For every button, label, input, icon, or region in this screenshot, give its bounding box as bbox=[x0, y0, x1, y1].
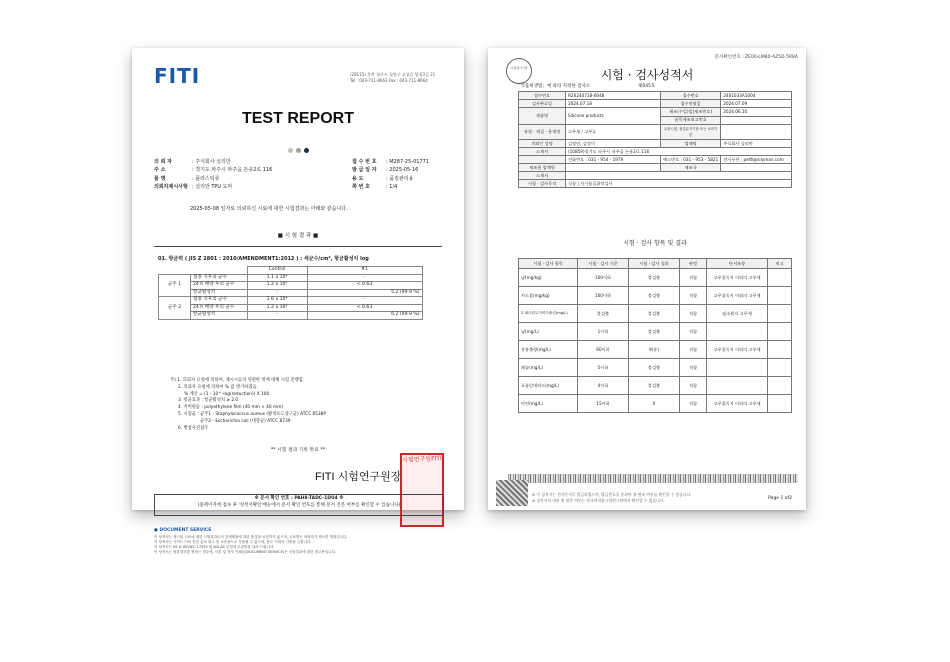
agency-seal: 시험검사기관 bbox=[506, 58, 532, 84]
table-row: 총용출량(mg/L) 60이하 9(유) 적합 고무젖꼭지 이외의 고무제 bbox=[519, 341, 792, 359]
decorative-dots bbox=[288, 138, 312, 157]
table-row: 항균활성치 - 6.2 (99.9 %) bbox=[159, 312, 423, 320]
info-table bbox=[518, 91, 792, 188]
end-line: ** 시험 결과 기록 완료 ** bbox=[270, 448, 326, 453]
lab-signature-name: FITI 시험연구원장 bbox=[315, 471, 402, 483]
table-row: 페놀(mg/L) 5이하 불검출 적합 bbox=[519, 359, 792, 377]
table-row: 전화번호 : 031 - 954 - 1979 팩스번호 : 031 - 953 - 5821 전자우편 : pet6@silyman.com bbox=[519, 156, 792, 164]
table-row: 2-메르캅토이미다졸린(mg/L) 불검출 불검출 적합 염소원자 고무제 bbox=[519, 305, 792, 323]
results-table bbox=[158, 266, 423, 320]
table-row: 의뢰인 성명 김영민, 김상미 업체명 주식회사 실리만 bbox=[519, 140, 792, 148]
table-row: 항균활성치 - 5.2 (99.9 %) bbox=[159, 289, 423, 297]
document-service-label: ● DOCUMENT SERVICE bbox=[154, 528, 212, 533]
table-row: 제품명 Silicone products 제조(수입)일(제조번호) 2024.06.10 bbox=[519, 108, 792, 117]
lab-address: (28115) 충북 청주시 청원구 오창읍 양청3길 21 Tel : 043-711-8663 Fax : 043-711-8664 bbox=[350, 72, 436, 83]
test-method: 01. 항균력 ( JIS Z 2801 : 2010/AMENDMENT1:2012 ) : 세균수/cm², 항균활성치 log bbox=[158, 256, 369, 262]
security-pattern bbox=[508, 474, 798, 483]
table-row: 소재지 bbox=[519, 172, 792, 180]
table-row: 아연(mg/L) 15이하 0 적합 고무젖꼭지 이외의 고무제 bbox=[519, 395, 792, 413]
document-service-notes: 이 성적서는 제시된 시료에 대한 시험결과로서 전체제품에 대한 품질을 보증하지 않으며, 시료명은 의뢰자가 제시한 명칭입니다. 이 성적서는 사이트 이외 선전 홍보 광고 및 소송용으로 사용될 수 없으며, 용도 이외의 사용을 금합니다. 이 성적서는 KS Q ISO/IEC 17025 및 KOLAS 인정과 무관함을 알려 드립니다. 이 성적서는 원본대조를 원하는 경우에, 사본 및 전자 인쇄본(DOCUMENT SERVICE)은 시험결과에 대한 참고용입니다. bbox=[154, 535, 348, 554]
qr-code-icon bbox=[496, 480, 528, 506]
divider bbox=[154, 246, 442, 247]
dot-icon bbox=[304, 148, 309, 153]
certificate-footer: ※ 이 성적서는 전자문서로 발급되었으며, 발급번호를 통하여 위·변조 여부를 확인할 수 있습니다. ※ 성적서의 내용 및 원본 여부는 한국의약품시험연구원에서 확인할 수 있습니다. bbox=[532, 492, 692, 503]
table-header: Control #1 bbox=[159, 267, 423, 275]
table-row: 24 h 배양 후의 균수 1.2 x 10⁵ < 0.63 bbox=[159, 282, 423, 290]
table-row: 균주 2 접종 직후의 균수 1.6 x 10⁴ - bbox=[159, 297, 423, 305]
dot-icon bbox=[296, 148, 301, 153]
inspection-certificate-page bbox=[488, 48, 806, 510]
table-row: 품목제조보고번호 bbox=[519, 116, 792, 125]
inspection-results-table bbox=[518, 258, 792, 413]
designation-note: 「식품위생법」에 따라 지정한 검사소 bbox=[516, 84, 591, 89]
results-heading: 시험 · 검사 항목 및 결과 bbox=[623, 240, 687, 247]
table-row: 소재지 (10859)경기도 파주시 파주읍 돈유2로 116 bbox=[519, 148, 792, 156]
report-notes: 주) 1. 의뢰자 요청에 의하여, 제시시료의 뒤편한 면에 대해 시험 진행함. 2. 의뢰자 요청에 의하여 % 값 병기하였음. % 계산 = (1 - 10^-log(reduction)) X 100 3. 항균효과 : 항균활성치 ≥ 2.0 4. 커버필름 : polyethylene film (40 mm × 40 mm) 5. 시험균 : 균주1 - Staphylococcus aureus (황색포도상구균) ATCC 6538P 균주2 - Escherichia coli (대장균) ATCC 8739 6. 별첨사진참조 bbox=[170, 378, 326, 431]
report-meta: 접 수 번 호 : M287-25-01771 발 급 일 자 : 2025-05-16 용 도 : 품질관리용 쪽 번 호 : 1/4 bbox=[352, 159, 430, 190]
report-title: TEST REPORT bbox=[241, 110, 354, 127]
table-row: 카드뮴(mg/kg) 100이하 불검출 적합 고무젖꼭지 이외의 고무제 bbox=[519, 287, 792, 305]
table-row: 납(mg/kg) 100이하 불검출 적합 고무젖꼭지 이외의 고무제 bbox=[519, 269, 792, 287]
certificate-title: 시험 · 검사성적서 bbox=[600, 68, 694, 82]
table-row: 균주 1 접종 직후의 균수 1.1 x 10⁴ - bbox=[159, 274, 423, 282]
fiti-logo: FITI bbox=[154, 64, 201, 88]
document-number: 문서확인번호 : ZE00-LM80-AZ5D-5R8A bbox=[714, 55, 798, 60]
table-row: 제조원 업체명 제조국 bbox=[519, 164, 792, 172]
table-header: 시험 · 검사 항목 시험 · 검사 기준 시험 · 검사 결과 판정 단서조항 비고 bbox=[519, 259, 792, 269]
table-row: 유형 · 재질 · 용제명 고무제 / 고무류 유형시험, 품질유지기한 또는 소비기한 bbox=[519, 125, 792, 140]
dot-icon bbox=[288, 148, 293, 153]
client-info: 의 뢰 자 : 주식회사 실리만 주 소 : 경기도 파주시 파주읍 돈유2로 116 품 명 : 플라스틱류 의뢰자제시사항 : 실리만 TPU 도마 bbox=[154, 159, 273, 190]
intro-text: 2025-05-08 일자로 의뢰하신 시료에 대한 시험결과는 아래와 같습니다. bbox=[190, 206, 348, 212]
section-heading: ■ 시 험 결 과 ■ bbox=[277, 233, 319, 239]
table-row: 납(mg/L) 1이하 불검출 적합 bbox=[519, 323, 792, 341]
table-row: 시험 · 검사목적 식품 | 자가품질위탁검사 bbox=[519, 180, 792, 188]
test-report-page bbox=[132, 48, 464, 554]
official-stamp: 시험연구원FITI bbox=[400, 453, 444, 527]
designation-number: 제045호 bbox=[638, 84, 656, 89]
table-row: 포름알데히드(mg/L) 4이하 불검출 적합 bbox=[519, 377, 792, 395]
page-number: Page 1 of2 bbox=[768, 496, 792, 501]
verification-box: ※ 문서 확인 번호 : PAH8-TADC-1DU4 ※ (홈페이지에 접속 후 '성적서확인'메뉴에서 문서 확인 번호를 통해 문서 진본 여부를 확인할 수 있습니다) bbox=[154, 494, 444, 516]
table-row: 검사완료일 2024.07.18 접수연월일 2024.07.09 bbox=[519, 100, 792, 108]
table-row: 접수번호 R20240718-0048 접수번호 2401033A1004 bbox=[519, 92, 792, 100]
table-row: 24 h 배양 후의 균수 1.2 x 10⁵ < 0.63 bbox=[159, 304, 423, 312]
